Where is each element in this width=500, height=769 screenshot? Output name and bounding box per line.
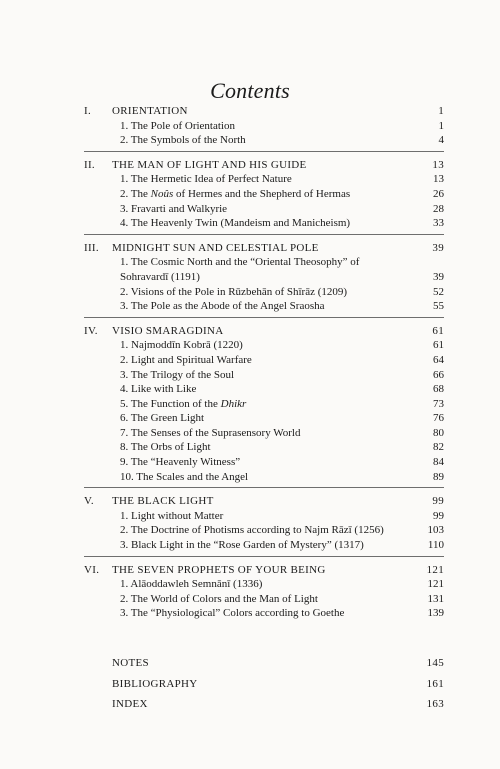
chapter-entry: 8. The Orbs of Light 82: [120, 441, 444, 454]
chapter-entry: 2. The Symbols of the North 4: [120, 134, 444, 147]
part-6: [84, 563, 444, 624]
chapter-entry: 3. The “Physiological” Colors according to Goethe 139: [120, 607, 444, 620]
chapter-entry: 3. Fravarti and Walkyrie 28: [120, 202, 444, 215]
page-title: Contents: [210, 78, 290, 103]
chapter-entry: 7. The Senses of the Suprasensory World 80: [120, 426, 444, 439]
part-heading: IV. VISIO SMARAGDINA 61: [84, 324, 444, 337]
part-2: [84, 158, 444, 235]
part-heading: V. THE BLACK LIGHT 99: [84, 495, 444, 508]
chapter-entry: 1. Light without Matter 99: [120, 509, 444, 522]
book-page: Contents I. ORIENTATION 1 1. The Pole of Orientation 1 2. The Symbols of the North 4 II. THE MAN OF LIGHT AND HIS GUIDE 13 1. The Hermetic Idea of Perfect Nature 13 2. The Noûs of Hermes and the Shepherd of Hermas 26 3. Fravarti and Walkyrie 28 4. The Heavenly Twin (Mandeism and Manicheism) 33 III. MIDNIGHT SUN AND CELESTIAL POLE 39 1. The Cosmic North and the “Oriental Theosophy” of Sohravardī (1191) 39 2. Visions of the Pole in Rūzbehān of Shīrāz (1209) 52 3. The Pole as the Abode of the Angel Sraosha 55 IV. VISIO SMARAGDINA 61 1. Najmoddīn Kobrā (1220) 61 2. Light and Spiritual Warfare 64 3. The Trilogy of the Soul 66 4. Like with Like 68 5. The Function of the Dhikr 73 6. The Green Light 76 7. The Senses of the Suprasensory World 80 8. The Orbs of Light 82 9. The “Heavenly Witness” 84 10. The Scales and the Angel 89 V. THE BLACK LIGHT 99 1. Light without Matter 99 2. The Doctrine of Photisms according to Najm Rāzī (1256) 103 3. Black Light in the “Rose Garden of Mystery” (1317) 110 VI. THE SEVEN PROPHETS OF YOUR BEING 121 1. Alāoddawleh Semnānī (1336) 121 2. The World of Colors and the Man of Light 131 3. The “Physiological” Colors according to Goethe 139 NOTES 145 BIBLIOGRAPHY 161 INDEX 163: [0, 0, 500, 769]
chapter-entry: 2. The Doctrine of Photisms according to Najm Rāzī (1256) 103: [120, 524, 444, 537]
chapter-entry: 2. The Noûs of Hermes and the Shepherd of Hermas 26: [120, 187, 444, 200]
part-3: [84, 241, 444, 318]
chapter-entry: 2. The World of Colors and the Man of Light 131: [120, 592, 444, 605]
chapter-entry: 1. Alāoddawleh Semnānī (1336) 121: [120, 578, 444, 591]
chapter-entry: 4. Like with Like 68: [120, 383, 444, 396]
chapter-entry: 1. Najmoddīn Kobrā (1220) 61: [120, 339, 444, 352]
chapter-entry: 10. The Scales and the Angel 89: [120, 470, 444, 483]
chapter-entry: 3. The Trilogy of the Soul 66: [120, 368, 444, 381]
chapter-entry: 2. Visions of the Pole in Rūzbehān of Shīrāz (1209) 52: [120, 285, 444, 298]
part-heading: III. MIDNIGHT SUN AND CELESTIAL POLE 39: [84, 241, 444, 254]
chapter-entry: 3. Black Light in the “Rose Garden of Mystery” (1317) 110: [120, 539, 444, 552]
part-heading: VI. THE SEVEN PROPHETS OF YOUR BEING 121: [84, 563, 444, 576]
chapter-entry: 2. Light and Spiritual Warfare 64: [120, 353, 444, 366]
part-1: [84, 104, 444, 152]
part-heading: I. ORIENTATION 1: [84, 105, 444, 117]
part-4: [84, 324, 444, 489]
table-of-contents: [84, 104, 444, 630]
chapter-entry: 1. The Cosmic North and the “Oriental Theosophy” of Sohravardī (1191) 39: [120, 256, 444, 283]
part-5: [84, 494, 444, 556]
chapter-entry: 9. The “Heavenly Witness” 84: [120, 456, 444, 469]
chapter-entry: 3. The Pole as the Abode of the Angel Sraosha 55: [120, 300, 444, 313]
chapter-entry: 5. The Function of the Dhikr 73: [120, 397, 444, 410]
part-heading: II. THE MAN OF LIGHT AND HIS GUIDE 13: [84, 158, 444, 171]
chapter-entry: 6. The Green Light 76: [120, 412, 444, 425]
chapter-entry: 1. The Hermetic Idea of Perfect Nature 13: [120, 173, 444, 186]
chapter-entry: 4. The Heavenly Twin (Mandeism and Manicheism) 33: [120, 217, 444, 230]
chapter-entry: 1. The Pole of Orientation 1: [120, 119, 444, 132]
